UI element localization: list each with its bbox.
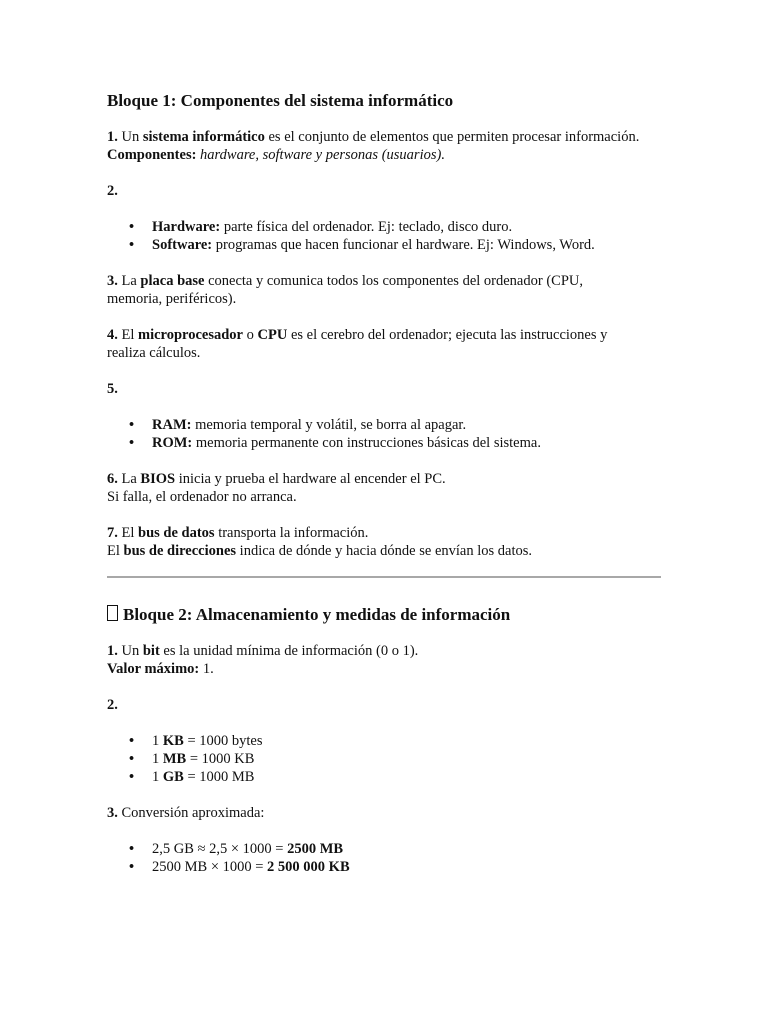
- b1-q3-line1: [107, 272, 667, 290]
- b1-q1-t2: es el conjunto de elementos que permiten procesar información.: [264, 129, 640, 145]
- list-item-pre: 1: [152, 769, 163, 785]
- bullet-icon: •: [129, 859, 135, 875]
- b1-q4-t3: es el cerebro del ordenador; ejecuta las instrucciones y: [287, 327, 608, 343]
- list-item: [107, 416, 667, 434]
- bullet-icon: •: [129, 769, 135, 785]
- b1-q6-t2: inicia y prueba el hardware al encender el PC.: [175, 471, 446, 487]
- b1-q1-num: 1.: [107, 129, 118, 145]
- b2-q3-num: 3.: [107, 805, 118, 821]
- b1-q4-term: microprocesador: [138, 327, 243, 343]
- bullet-icon: •: [129, 237, 135, 253]
- block1-title: Bloque 1: Componentes del sistema informático: [107, 91, 454, 110]
- list-item-text: parte física del ordenador. Ej: teclado, disco duro.: [220, 219, 513, 235]
- b2-q3-line: [107, 804, 667, 822]
- list-item-label: Hardware:: [152, 219, 221, 235]
- list-item-unit: MB: [162, 751, 187, 767]
- bullet-icon: •: [129, 417, 135, 433]
- b2-q1-line2: [107, 660, 667, 678]
- b1-q7-t2: transporta la información.: [214, 525, 369, 541]
- list-item-result: 2 500 000 KB: [267, 859, 350, 875]
- b1-q6-line2: Si falla, el ordenador no arranca.: [107, 489, 297, 505]
- b1-q7-num: 7.: [107, 525, 118, 541]
- bullet-icon: •: [129, 435, 135, 451]
- b1-q5-list: [107, 416, 667, 452]
- list-item: [107, 434, 667, 452]
- list-item-pre: 2500 MB × 1000 =: [152, 859, 268, 875]
- b1-q4-line2: realiza cálculos.: [107, 345, 201, 361]
- b1-q7-line1: [107, 524, 667, 542]
- list-item: [107, 236, 667, 254]
- list-item: [107, 858, 667, 876]
- bullet-icon: •: [129, 219, 135, 235]
- b1-q4-term2: CPU: [257, 327, 288, 343]
- b1-q7-line2: [107, 542, 667, 560]
- b1-q7-t3: El: [107, 543, 124, 559]
- b2-q2-num: 2.: [107, 697, 118, 713]
- missing-glyph-icon: [107, 605, 118, 621]
- list-item-post: = 1000 MB: [183, 769, 255, 785]
- list-item-label: ROM:: [152, 435, 193, 451]
- b2-q2-list: [107, 732, 667, 786]
- b2-q1-t2: es la unidad mínima de información (0 o 1).: [159, 643, 419, 659]
- list-item: [107, 218, 667, 236]
- b1-q7-t4: indica de dónde y hacia dónde se envían los datos.: [236, 543, 533, 559]
- list-item: [107, 840, 667, 858]
- list-item-unit: KB: [162, 733, 184, 749]
- bullet-icon: •: [129, 733, 135, 749]
- b1-q4-t1: El: [117, 327, 139, 343]
- b1-q6-num: 6.: [107, 471, 118, 487]
- b1-q6-t1: La: [117, 471, 141, 487]
- document-content: [107, 90, 667, 876]
- list-item-pre: 1: [152, 733, 163, 749]
- bullet-icon: •: [129, 841, 135, 857]
- b1-q3-t2: conecta y comunica todos los componentes del ordenador (CPU,: [204, 273, 583, 289]
- list-item: [107, 750, 667, 768]
- b2-q1-term: bit: [142, 643, 160, 659]
- list-item-pre: 2,5 GB ≈ 2,5 × 1000 =: [152, 841, 288, 857]
- b1-q1-t1: Un: [117, 129, 143, 145]
- list-item-result: 2500 MB: [287, 841, 344, 857]
- b2-q1-num: 1.: [107, 643, 118, 659]
- b1-q1-line2: [107, 146, 667, 164]
- list-item-post: = 1000 bytes: [183, 733, 263, 749]
- b1-q2-num: 2.: [107, 183, 118, 199]
- b2-q1-value: 1.: [199, 661, 214, 677]
- list-item-pre: 1: [152, 751, 163, 767]
- block2-title: Bloque 2: Almacenamiento y medidas de información: [123, 605, 511, 624]
- list-item-unit: GB: [162, 769, 184, 785]
- b1-q2-list: [107, 218, 667, 254]
- b1-q7-t1: El: [117, 525, 139, 541]
- b1-q3-num: 3.: [107, 273, 118, 289]
- b2-q1-line1: [107, 642, 667, 660]
- list-item: [107, 732, 667, 750]
- bullet-icon: •: [129, 751, 135, 767]
- b2-q3-text: Conversión aproximada:: [117, 805, 265, 821]
- b1-q6-term: BIOS: [140, 471, 176, 487]
- b1-q1-line1: [107, 128, 667, 146]
- b1-q5-num: 5.: [107, 381, 118, 397]
- b1-q2-num-line: [107, 182, 667, 200]
- list-item-label: Software:: [152, 237, 213, 253]
- b1-q1-term: sistema informático: [142, 129, 265, 145]
- b1-q4-line1: [107, 326, 667, 344]
- b1-q6-line1: [107, 470, 667, 488]
- b1-q3-line2: memoria, periféricos).: [107, 291, 237, 307]
- b1-q3-term: placa base: [140, 273, 205, 289]
- b2-q1-t1: Un: [117, 643, 143, 659]
- list-item-text: memoria permanente con instrucciones básicas del sistema.: [192, 435, 541, 451]
- b1-q7-term: bus de datos: [138, 525, 215, 541]
- b1-q4-t2: o: [243, 327, 258, 343]
- b2-q3-list: [107, 840, 667, 876]
- b1-q1-components: hardware, software y personas (usuarios).: [196, 147, 445, 163]
- list-item-text: memoria temporal y volátil, se borra al apagar.: [191, 417, 467, 433]
- list-item-post: = 1000 KB: [186, 751, 255, 767]
- list-item-text: programas que hacen funcionar el hardware. Ej: Windows, Word.: [212, 237, 595, 253]
- block2-title-row: [107, 604, 667, 626]
- b1-q5-num-line: [107, 380, 667, 398]
- list-item-label: RAM:: [152, 417, 192, 433]
- b2-q1-label: Valor máximo:: [107, 661, 200, 677]
- b1-q7-term2: bus de direcciones: [123, 543, 237, 559]
- b1-q1-label: Componentes:: [107, 147, 197, 163]
- list-item: [107, 768, 667, 786]
- b1-q3-t1: La: [117, 273, 141, 289]
- b2-q2-num-line: [107, 696, 667, 714]
- b1-q4-num: 4.: [107, 327, 118, 343]
